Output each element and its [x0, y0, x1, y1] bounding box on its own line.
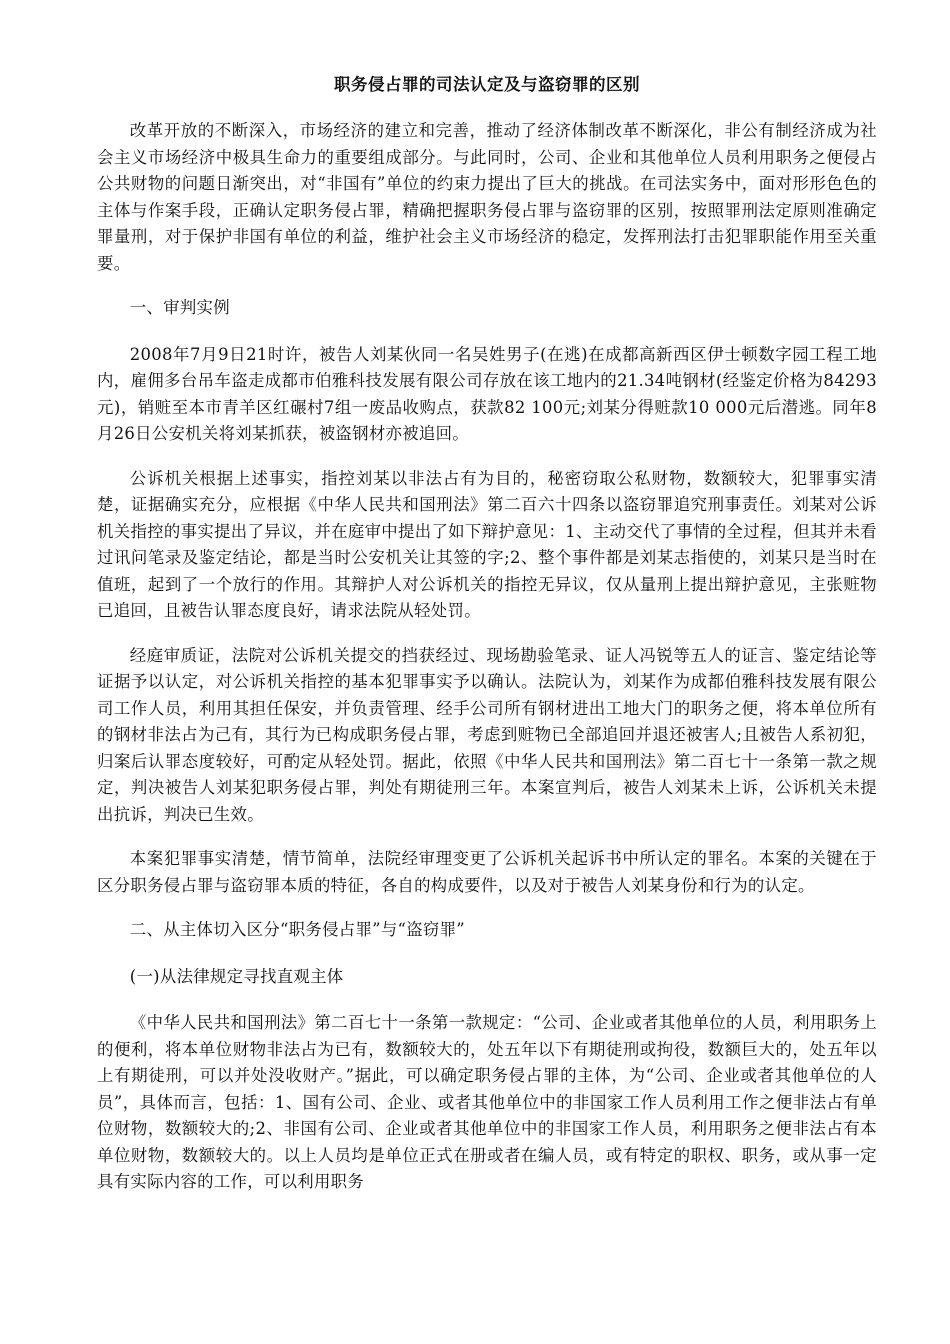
- document-page: [97, 72, 877, 1214]
- document-title: 职务侵占罪的司法认定及与盗窃罪的区别: [334, 75, 640, 94]
- paragraph-intro: 改革开放的不断深入，市场经济的建立和完善，推动了经济体制改革不断深化，非公有制经济成为社会主义市场经济中极具生命力的重要组成部分。与此同时，公司、企业和其他单位人员利用职务之便侵占公共财物的问题日渐突出，对“非国有”单位的约束力提出了巨大的挑战。在司法实务中，面对形形色色的主体与作案手段，正确认定职务侵占罪，精确把握职务侵占罪与盗窃罪的区别，按照罪刑法定原则准确定罪量刑，对于保护非国有单位的利益，维护社会主义市场经济的稳定，发挥刑法打击犯罪职能作用至关重要。: [97, 121, 877, 273]
- section-heading-1: 一、审判实例: [129, 298, 230, 317]
- paragraph-prosecution: 公诉机关根据上述事实，指控刘某以非法占有为目的，秘密窃取公私财物，数额较大，犯罪事实清楚，证据确实充分，应根据《中华人民共和国刑法》第二百六十四条以盗窃罪追究刑事责任。刘某对公诉机关指控的事实提出了异议，并在庭审中提出了如下辩护意见：1、主动交代了事情的全过程，但其并未看过讯问笔录及鉴定结论，都是当时公安机关让其签的字;2、整个事件都是刘某志指使的，刘某只是当时在值班，起到了一个放行的作用。其辩护人对公诉机关的指控无异议，仅从量刑上提出辩护意见，主张赃物已追回，且被告认罪态度良好，请求法院从轻处罚。: [97, 468, 877, 620]
- subsection-heading-1: (一)从法律规定寻找直观主体: [129, 966, 344, 986]
- paragraph-court-ruling: 经庭审质证，法院对公诉机关提交的挡获经过、现场勘验笔录、证人冯锐等五人的证言、鉴定结论等证据予以认定，对公诉机关指控的基本犯罪事实予以确认。法院认为，刘某作为成都伯雅科技发展有限公司工作人员，利用其担任保安，并负责管理、经手公司所有钢材进出工地大门的职务之便，将本单位所有的钢材非法占为己有，其行为已构成职务侵占罪，考虑到赃物已全部追回并退还被害人;且被告人系初犯，归案后认罪态度较好，可酌定从轻处罚。据此，依照《中华人民共和国刑法》第二百七十一条第一款之规定，判决被告人刘某犯职务侵占罪，判处有期徒刑三年。本案宣判后，被告人刘某未上诉，公诉机关未提出抗诉，判决已生效。: [97, 645, 877, 824]
- paragraph-case-facts: 2008年7月9日21时许，被告人刘某伙同一名吴姓男子(在逃)在成都高新西区伊士顿数字园工程工地内，雇佣多台吊车盗走成都市伯雅科技发展有限公司存放在该工地内的21.34吨钢材(经鉴定价格为84293元)，销赃至本市青羊区红碾村7组一废品收购点，获款82 100元;刘某分得赃款10 000元后潜逃。同年8月26日公安机关将刘某抓获，被盗钢材亦被追回。: [97, 344, 877, 443]
- section-heading-2: 二、从主体切入区分“职务侵占罪”与“盗窃罪”: [129, 920, 465, 939]
- paragraph-legal-provision: 《中华人民共和国刑法》第二百七十一条第一款规定：“公司、企业或者其他单位的人员，利用职务上的便利，将本单位财物非法占为已有，数额较大的，处五年以下有期徒刑或拘役，数额巨大的，处五年以上有期徒刑，可以并处没收财产。”据此，可以确定职务侵占罪的主体，为“公司、企业或者其他单位的人员”，具体而言，包括：1、国有公司、企业、或者其他单位中的非国家工作人员利用工作之便非法占有单位财物，数额较大的;2、非国有公司、企业或者其他单位中的非国家工作人员，利用职务之便非法占有本单位财物，数额较大的。以上人员均是单位正式在册或者在编人员，或有特定的职权、职务，或从事一定具有实际内容的工作，可以利用职务: [97, 1013, 877, 1191]
- paragraph-case-analysis: 本案犯罪事实清楚，情节简单，法院经审理变更了公诉机关起诉书中所认定的罪名。本案的关键在于区分职务侵占罪与盗窃罪本质的特征，各自的构成要件，以及对于被告人刘某身份和行为的认定。: [97, 849, 877, 895]
